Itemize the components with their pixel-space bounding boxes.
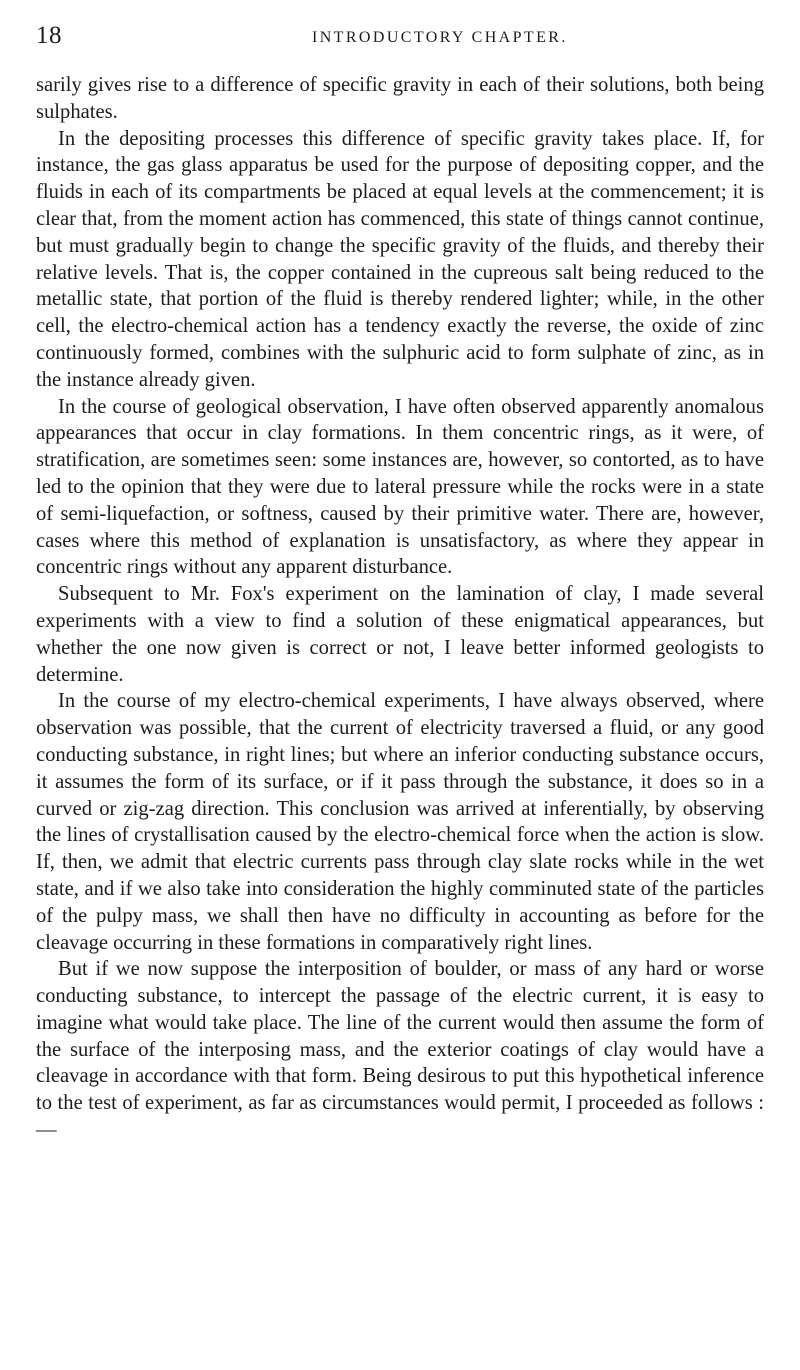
- page-number: 18: [36, 22, 62, 49]
- paragraph: Subsequent to Mr. Fox's experiment on the lamination of clay, I made several experiments with a view to find a solution of these enigmatical appearances, but whether the one now given is correct or not, I leave better informed geologists to determine.: [36, 583, 764, 686]
- paragraph: In the depositing processes this difference of specific gravity takes place. If, for instance, the gas glass apparatus be used for the purpose of depositing copper, and the fluids in each of its compartments be placed at equal levels at the commencement; it is clear that, from the moment action has commenced, this state of things cannot continue, but must gradually begin to change the specific gravity of the fluids, and thereby their relative levels. That is, the copper contained in the cupreous salt being reduced to the metallic state, that portion of the fluid is thereby rendered lighter; while, in the other cell, the electro-chemical action has a tendency exactly the reverse, the oxide of zinc continuously formed, combines with the sulphuric acid to form sulphate of zinc, as in the instance already given.: [36, 127, 764, 391]
- running-head: INTRODUCTORY CHAPTER.: [312, 29, 568, 46]
- paragraph: In the course of geological observation, I have often observed apparently anomalous appearances that occur in clay formations. In them concentric rings, as it were, of stratification, are sometimes seen: some instances are, however, so contorted, as to have led to the opinion that they were due to lateral pressure while the rocks were in a state of semi-liquefaction, or softness, caused by their primitive water. There are, however, cases where this method of explanation is unsatisfactory, as where they appear in concentric rings without any apparent disturbance.: [36, 395, 764, 579]
- paragraph: But if we now suppose the interposition of boulder, or mass of any hard or worse conducting substance, to intercept the passage of the electric current, it is easy to imagine what would take place. The line of the current would then assume the form of the surface of the interposing mass, and the exterior coatings of clay would have a cleavage in accordance with that form. Being desirous to put this hypothetical inference to the test of experiment, as far as circumstances would permit, I proceeded as follows :—: [36, 958, 764, 1142]
- paragraph-continued: sarily gives rise to a difference of specific gravity in each of their solutions, both being sulphates.: [36, 74, 764, 123]
- paragraph: In the course of my electro-chemical experiments, I have always observed, where observation was possible, that the current of electricity traversed a fluid, or any good conducting substance, in right lines; but where an inferior conducting substance occurs, it assumes the form of its surface, or if it pass through the substance, it does so in a curved or zig-zag direction. This conclusion was arrived at inferentially, by observing the lines of crystallisation caused by the electro-chemical force when the action is slow. If, then, we admit that electric currents pass through clay slate rocks while in the wet state, and if we also take into consideration the highly comminuted state of the particles of the pulpy mass, we shall then have no difficulty in accounting as before for the cleavage occurring in these formations in comparatively right lines.: [36, 690, 764, 954]
- page-header: [36, 22, 760, 54]
- body-text: [36, 72, 764, 1144]
